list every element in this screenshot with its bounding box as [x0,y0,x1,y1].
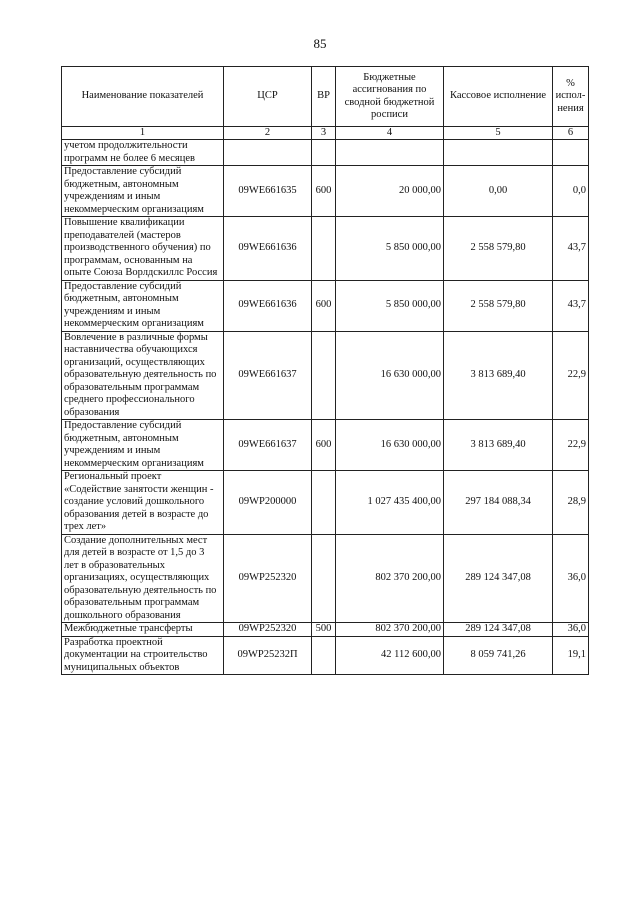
row-csr: 09WP252320 [224,623,312,637]
row-budget: 20 000,00 [336,166,444,217]
row-percent: 0,0 [553,166,589,217]
row-cash: 2 558 579,80 [444,217,553,281]
row-name: Предоставление субсидий бюджетным, автономным учреждениям и иным некоммерческим организациям [62,166,224,217]
header-cash: Кассовое исполнение [444,67,553,127]
row-csr: 09WE661635 [224,166,312,217]
row-cash [444,140,553,166]
page-number: 85 [313,36,327,51]
row-cash: 3 813 689,40 [444,331,553,420]
row-vr: 500 [312,623,336,637]
row-budget: 802 370 200,00 [336,534,444,623]
row-csr: 09WP200000 [224,471,312,535]
row-csr: 09WP252320 [224,534,312,623]
row-csr: 09WE661636 [224,217,312,281]
row-name: Вовлечение в различные формы наставничества обучающихся организаций, осуществляющих образовательную деятельность по образовательным программам среднего профессионального образования [62,331,224,420]
row-name: Региональный проект «Содействие занятости женщин - создание условий дошкольного образования детей в возрасте до трех лет» [62,471,224,535]
row-csr [224,140,312,166]
header-csr: ЦСР [224,67,312,127]
column-number: 4 [336,127,444,140]
row-budget: 16 630 000,00 [336,331,444,420]
row-vr [312,636,336,675]
row-percent: 43,7 [553,217,589,281]
row-budget: 802 370 200,00 [336,623,444,637]
row-vr [312,140,336,166]
row-percent: 22,9 [553,331,589,420]
column-number-row [62,127,589,140]
row-name: Создание дополнительных мест для детей в возрасте от 1,5 до 3 лет в образовательных организациях, осуществляющих образовательную деятельность по образовательным программам дошкольного образования [62,534,224,623]
row-percent: 43,7 [553,280,589,331]
row-vr [312,217,336,281]
row-budget [336,140,444,166]
row-name: Межбюджетные трансферты [62,623,224,637]
row-budget: 5 850 000,00 [336,217,444,281]
row-cash: 297 184 088,34 [444,471,553,535]
table-row [62,534,589,623]
row-percent [553,140,589,166]
row-vr [312,534,336,623]
table-row [62,420,589,471]
header-budget: Бюджетные ассигнования по сводной бюджетной росписи [336,67,444,127]
row-vr: 600 [312,280,336,331]
column-number: 2 [224,127,312,140]
row-name: Предоставление субсидий бюджетным, автономным учреждениям и иным некоммерческим организациям [62,280,224,331]
row-name: Разработка проектной документации на строительство муниципальных объектов [62,636,224,675]
table-row [62,217,589,281]
row-csr: 09WE661637 [224,420,312,471]
row-budget: 5 850 000,00 [336,280,444,331]
header-row [62,67,589,127]
table-row [62,623,589,637]
table-row [62,140,589,166]
row-percent: 36,0 [553,623,589,637]
row-cash: 2 558 579,80 [444,280,553,331]
column-number: 3 [312,127,336,140]
column-number: 6 [553,127,589,140]
column-number: 5 [444,127,553,140]
table-row [62,166,589,217]
row-cash: 8 059 741,26 [444,636,553,675]
table-row [62,280,589,331]
table-row [62,636,589,675]
row-budget: 16 630 000,00 [336,420,444,471]
row-budget: 42 112 600,00 [336,636,444,675]
row-percent: 36,0 [553,534,589,623]
row-name: учетом продолжительности программ не более 6 месяцев [62,140,224,166]
header-vr: ВР [312,67,336,127]
row-cash: 3 813 689,40 [444,420,553,471]
row-budget: 1 027 435 400,00 [336,471,444,535]
row-vr [312,331,336,420]
row-cash: 0,00 [444,166,553,217]
row-vr: 600 [312,166,336,217]
header-percent: % испол-нения [553,67,589,127]
header-name: Наименование показателей [62,67,224,127]
table-row [62,331,589,420]
row-name: Повышение квалификации преподавателей (мастеров производственного обучения) по программам, основанным на опыте Союза Ворлдскиллс Россия [62,217,224,281]
row-csr: 09WP25232П [224,636,312,675]
row-percent: 22,9 [553,420,589,471]
row-csr: 09WE661637 [224,331,312,420]
row-cash: 289 124 347,08 [444,623,553,637]
row-cash: 289 124 347,08 [444,534,553,623]
table-row [62,471,589,535]
column-number: 1 [62,127,224,140]
budget-execution-table [61,66,589,675]
row-percent: 28,9 [553,471,589,535]
row-vr: 600 [312,420,336,471]
row-name: Предоставление субсидий бюджетным, автономным учреждениям и иным некоммерческим организациям [62,420,224,471]
row-vr [312,471,336,535]
row-csr: 09WE661636 [224,280,312,331]
row-percent: 19,1 [553,636,589,675]
